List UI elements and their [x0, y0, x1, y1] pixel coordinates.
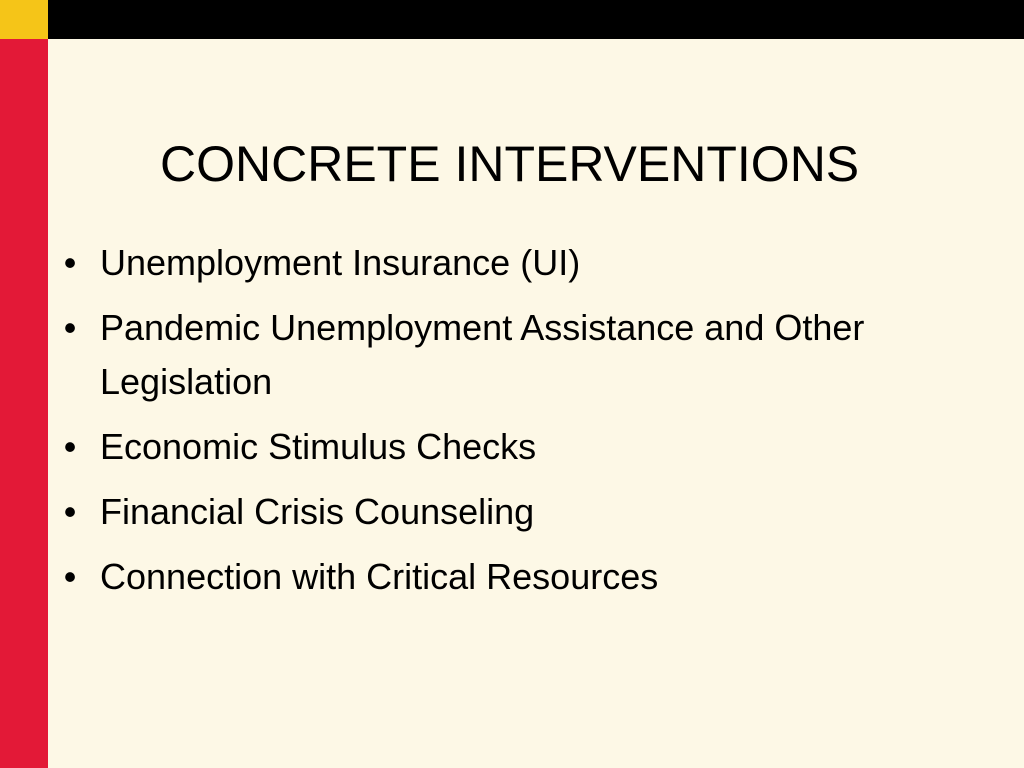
top-decorative-bar	[48, 0, 1024, 39]
bullet-icon: •	[63, 491, 77, 532]
list-item	[60, 301, 960, 409]
bullet-icon: •	[63, 426, 77, 467]
bullet-text: Connection with Critical Resources	[100, 556, 659, 597]
bullet-icon: •	[63, 556, 77, 597]
list-item	[60, 420, 960, 474]
slide-title: CONCRETE INTERVENTIONS	[160, 136, 860, 192]
bullet-list	[60, 236, 960, 615]
bullet-icon: •	[63, 307, 77, 348]
bullet-icon: •	[63, 242, 77, 283]
list-item	[60, 550, 960, 604]
bullet-text: Pandemic Unemployment Assistance and Other Legislation	[100, 307, 865, 402]
bullet-text: Unemployment Insurance (UI)	[100, 242, 581, 283]
list-item	[60, 236, 960, 290]
corner-accent-square	[0, 0, 48, 39]
bullet-text: Financial Crisis Counseling	[100, 491, 535, 532]
list-item	[60, 485, 960, 539]
bullet-text: Economic Stimulus Checks	[100, 426, 537, 467]
left-decorative-bar	[0, 39, 48, 768]
